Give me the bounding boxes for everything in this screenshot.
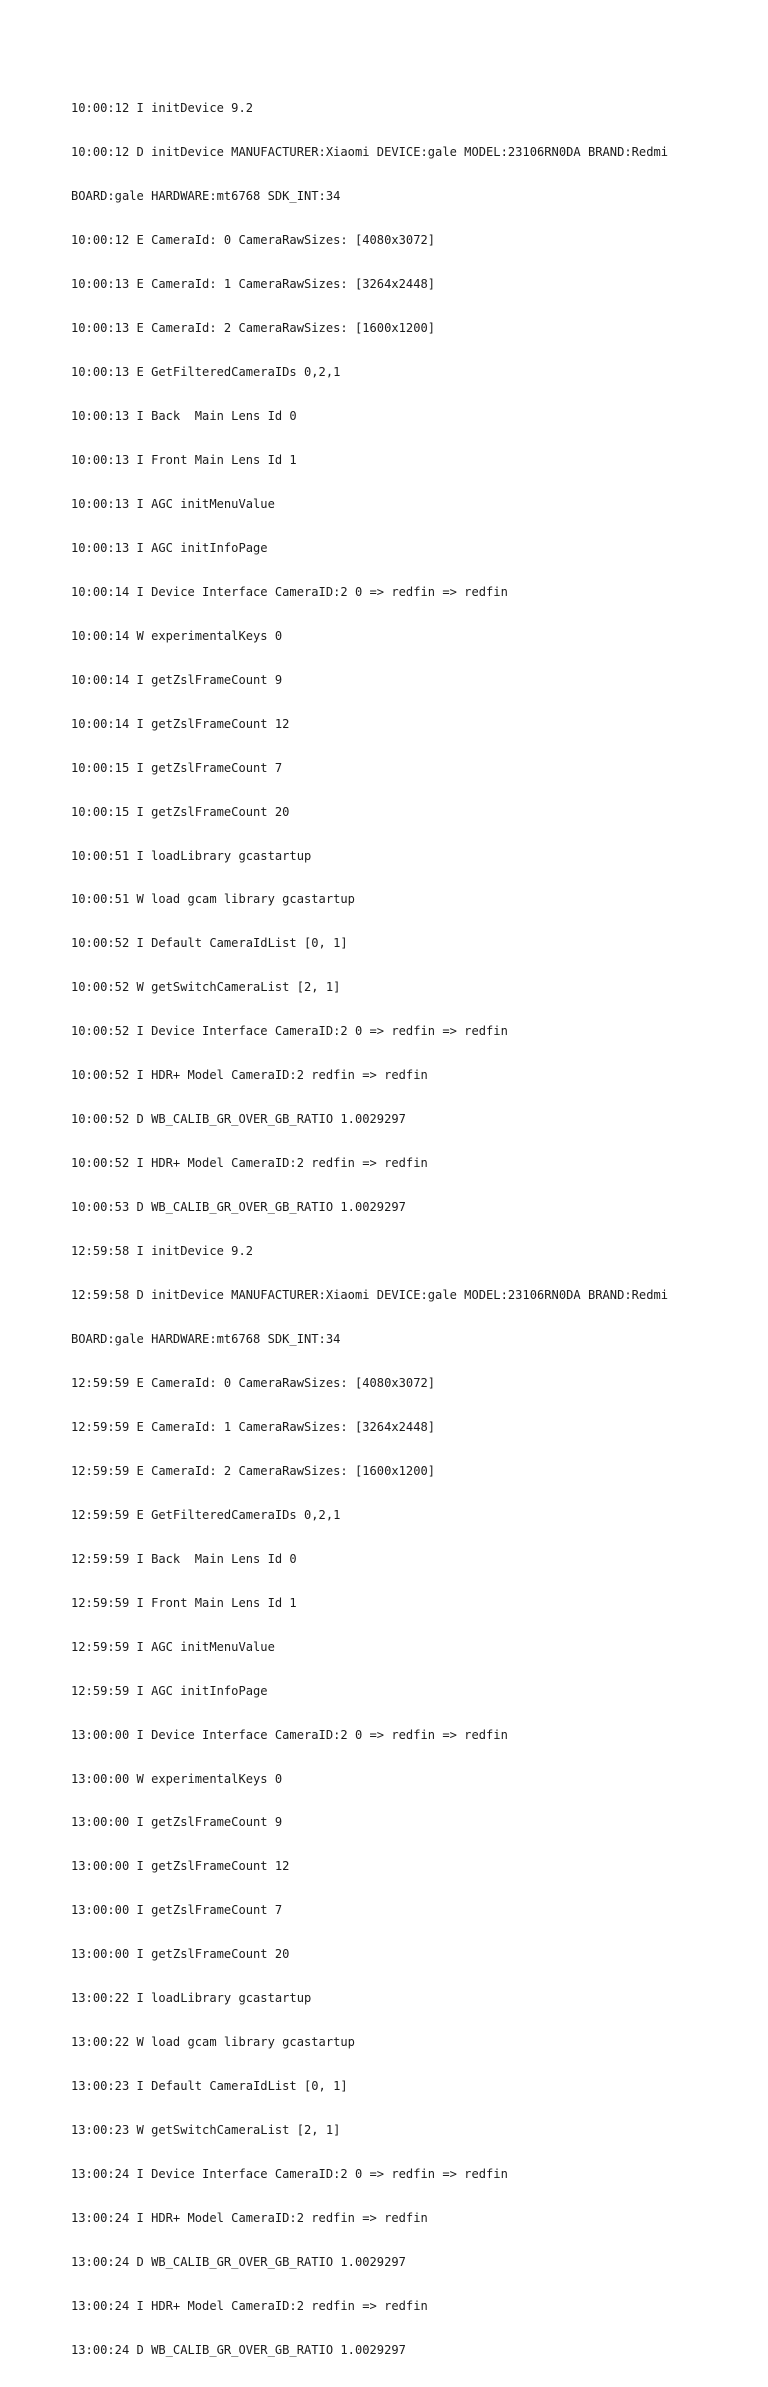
log-line: 10:00:14 I getZslFrameCount 9 <box>71 672 283 687</box>
log-line: BOARD:gale HARDWARE:mt6768 SDK_INT:34 <box>71 1332 341 1346</box>
log-line: 12:59:59 I AGC initMenuValue <box>71 1639 275 1654</box>
log-line: 10:00:14 W experimentalKeys 0 <box>71 628 283 643</box>
log-line: 10:00:51 I loadLibrary gcastartup <box>71 848 312 863</box>
log-line: 10:00:51 W load gcam library gcastartup <box>71 892 355 907</box>
log-line: BOARD:gale HARDWARE:mt6768 SDK_INT:34 <box>71 189 341 204</box>
log-line: 10:00:15 I getZslFrameCount 7 <box>71 760 283 775</box>
log-line: 13:00:00 I getZslFrameCount 7 <box>71 1903 283 1918</box>
log-line: 13:00:24 I HDR+ Model CameraID:2 redfin => redfin <box>71 2211 428 2226</box>
log-line: 10:00:13 I AGC initMenuValue <box>71 496 275 511</box>
log-line: 10:00:12 I initDevice 9.2 <box>71 101 254 116</box>
log-line: 10:00:13 E GetFilteredCameraIDs 0,2,1 <box>71 365 341 380</box>
log-line: 12:59:59 E CameraId: 0 CameraRawSizes: [4080x3072] <box>71 1375 436 1390</box>
log-text-block <box>71 72 751 2387</box>
log-line: 10:00:13 I Back Main Lens Id 0 <box>71 408 297 423</box>
log-line: 10:00:12 D initDevice MANUFACTURER:Xiaomi DEVICE:gale MODEL:23106RN0DA BRAND:Redmi <box>71 145 669 160</box>
log-line: 13:00:23 W getSwitchCameraList [2, 1] <box>71 2123 341 2138</box>
log-line: 12:59:58 I initDevice 9.2 <box>71 1244 254 1259</box>
log-line: 10:00:13 I AGC initInfoPage <box>71 540 268 555</box>
log-line: 10:00:52 D WB_CALIB_GR_OVER_GB_RATIO 1.0029297 <box>71 1112 406 1127</box>
log-line: 13:00:24 D WB_CALIB_GR_OVER_GB_RATIO 1.0029297 <box>71 2255 406 2270</box>
log-line: 12:59:59 E CameraId: 1 CameraRawSizes: [3264x2448] <box>71 1419 436 1434</box>
log-line: 12:59:59 E GetFilteredCameraIDs 0,2,1 <box>71 1507 341 1522</box>
log-line: 10:00:14 I getZslFrameCount 12 <box>71 716 290 731</box>
log-line: 12:59:59 I Front Main Lens Id 1 <box>71 1595 297 1610</box>
log-line: 13:00:24 D WB_CALIB_GR_OVER_GB_RATIO 1.0029297 <box>71 2342 406 2357</box>
log-line: 10:00:52 I HDR+ Model CameraID:2 redfin => redfin <box>71 1068 428 1083</box>
log-line: 10:00:15 I getZslFrameCount 20 <box>71 804 290 819</box>
log-line: 13:00:00 W experimentalKeys 0 <box>71 1771 283 1786</box>
log-line: 10:00:53 D WB_CALIB_GR_OVER_GB_RATIO 1.0029297 <box>71 1200 406 1215</box>
log-line: 10:00:13 I Front Main Lens Id 1 <box>71 452 297 467</box>
log-line: 13:00:22 W load gcam library gcastartup <box>71 2035 355 2050</box>
log-line: 10:00:13 E CameraId: 2 CameraRawSizes: [1600x1200] <box>71 321 436 336</box>
log-line: 10:00:52 I HDR+ Model CameraID:2 redfin => redfin <box>71 1156 428 1171</box>
log-line: 13:00:22 I loadLibrary gcastartup <box>71 1991 312 2006</box>
log-line: 10:00:12 E CameraId: 0 CameraRawSizes: [4080x3072] <box>71 233 436 248</box>
log-line: 10:00:52 I Default CameraIdList [0, 1] <box>71 936 348 951</box>
log-line: 10:00:52 I Device Interface CameraID:2 0 => redfin => redfin <box>71 1024 508 1039</box>
log-line: 12:59:59 I Back Main Lens Id 0 <box>71 1551 297 1566</box>
log-line: 13:00:00 I getZslFrameCount 9 <box>71 1815 283 1830</box>
log-line: 13:00:00 I getZslFrameCount 12 <box>71 1859 290 1874</box>
log-line: 12:59:58 D initDevice MANUFACTURER:Xiaomi DEVICE:gale MODEL:23106RN0DA BRAND:Redmi <box>71 1288 669 1303</box>
log-line: 13:00:00 I Device Interface CameraID:2 0 => redfin => redfin <box>71 1727 508 1742</box>
log-line: 13:00:24 I Device Interface CameraID:2 0 => redfin => redfin <box>71 2167 508 2182</box>
log-line: 13:00:00 I getZslFrameCount 20 <box>71 1947 290 1962</box>
log-line: 13:00:24 I HDR+ Model CameraID:2 redfin => redfin <box>71 2298 428 2313</box>
log-line: 10:00:13 E CameraId: 1 CameraRawSizes: [3264x2448] <box>71 277 436 292</box>
log-line: 12:59:59 E CameraId: 2 CameraRawSizes: [1600x1200] <box>71 1463 436 1478</box>
log-line: 10:00:52 W getSwitchCameraList [2, 1] <box>71 980 341 995</box>
log-line: 10:00:14 I Device Interface CameraID:2 0 => redfin => redfin <box>71 584 508 599</box>
log-line: 12:59:59 I AGC initInfoPage <box>71 1683 268 1698</box>
log-line: 13:00:23 I Default CameraIdList [0, 1] <box>71 2079 348 2094</box>
